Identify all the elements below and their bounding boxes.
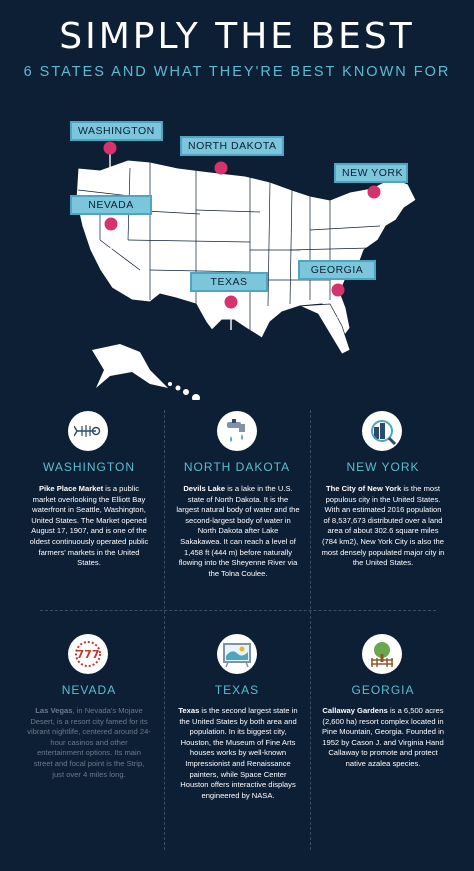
description-washington bbox=[27, 484, 151, 569]
row-divider bbox=[40, 610, 436, 611]
pin-nevada-icon bbox=[104, 216, 118, 256]
state-name-texas: TEXAS bbox=[214, 683, 260, 697]
column-divider bbox=[310, 410, 311, 850]
map-label-georgia: GEORGIA bbox=[298, 260, 376, 280]
description-bold: Las Vegas bbox=[35, 706, 73, 715]
description-text: is the second largest state in the United States by both area and population. In its biggest city, Houston, the Museum of Fine Arts houses works by well-known Impressionist and Renaissance painters, while Space Center Houston offers interactive displays engineered by NASA. bbox=[179, 706, 298, 800]
description-text: is a public market overlooking the Elliott Bay waterfront in Seattle, Washington, United States. The Market opened August 17, 1907, and is one of the oldest continuously operated public farmers' markets in the United States. bbox=[29, 484, 149, 568]
column-divider bbox=[164, 410, 165, 850]
description-text: is a lake in the U.S. state of North Dakota. It is the largest natural body of water and the second-largest body of water in North Dakota after Lake Sakakawea. It can reach a level of 1,458 ft (444 m) before naturally flowing into the Sheyenne River via the Tolna Coulee. bbox=[176, 484, 300, 578]
hawaii-shape bbox=[168, 382, 200, 400]
magnifier-city-icon bbox=[362, 411, 402, 451]
description-bold: The City of New York bbox=[325, 484, 402, 493]
description-new-york bbox=[321, 484, 445, 569]
description-texas bbox=[176, 706, 300, 801]
state-name-new-york: NEW YORK bbox=[346, 460, 420, 474]
description-bold: Callaway Gardens bbox=[322, 706, 388, 715]
description-text: , in Nevada's Mojave Desert, is a resort city famed for its vibrant nightlife, centered around 24-hour casinos and other entertainment options. Its main street and focal point is the Strip, just over 4 miles long. bbox=[27, 706, 151, 779]
page-subtitle: 6 STATES AND WHAT THEY'RE BEST KNOWN FOR bbox=[23, 64, 451, 80]
description-bold: Texas bbox=[178, 706, 200, 715]
description-nevada bbox=[27, 706, 151, 780]
fish-skeleton-icon bbox=[68, 411, 108, 451]
alaska-shape bbox=[92, 344, 168, 388]
map-label-north-dakota: NORTH DAKOTA bbox=[180, 136, 284, 156]
map-label-washington: WASHINGTON bbox=[70, 121, 163, 141]
tree-fence-icon bbox=[362, 634, 402, 674]
description-bold: Pike Place Market bbox=[38, 484, 104, 493]
description-text: is the most populous city in the United States. With an estimated 2016 population of 8,537,673 distributed over a land area of about 302.6 square miles (784 km2), New York City is also the most densely populated major city in the United States. bbox=[321, 484, 445, 568]
water-faucet-icon bbox=[217, 411, 257, 451]
slot-777-icon bbox=[68, 634, 108, 674]
state-name-georgia: GEORGIA bbox=[351, 683, 415, 697]
pin-texas-icon bbox=[224, 294, 238, 330]
description-bold: Devils Lake bbox=[183, 484, 226, 493]
state-name-north-dakota: NORTH DAKOTA bbox=[183, 460, 291, 474]
svg-text:777: 777 bbox=[76, 648, 100, 661]
map-label-nevada: NEVADA bbox=[70, 195, 152, 215]
pin-washington-icon bbox=[103, 140, 117, 180]
page-title: SIMPLY THE BEST bbox=[59, 16, 415, 57]
painting-waves-icon bbox=[217, 634, 257, 674]
description-georgia bbox=[321, 706, 445, 770]
us-mainland-shape bbox=[76, 160, 416, 338]
pin-north-dakota-icon bbox=[214, 160, 228, 198]
state-name-nevada: NEVADA bbox=[61, 683, 117, 697]
description-north-dakota bbox=[176, 484, 300, 579]
state-name-washington: WASHINGTON bbox=[42, 460, 135, 474]
map-label-texas: TEXAS bbox=[190, 272, 268, 292]
pin-georgia-icon bbox=[331, 282, 345, 318]
pin-new-york-icon bbox=[367, 184, 381, 218]
description-text: is a 6,500 acres (2,600 ha) resort complex located in Pine Mountain, Georgia. Founded in 1952 by Cason J. and Virginia Hand Callaway to promote and protect native azalea species. bbox=[321, 706, 444, 768]
map-label-new-york: NEW YORK bbox=[334, 163, 408, 183]
